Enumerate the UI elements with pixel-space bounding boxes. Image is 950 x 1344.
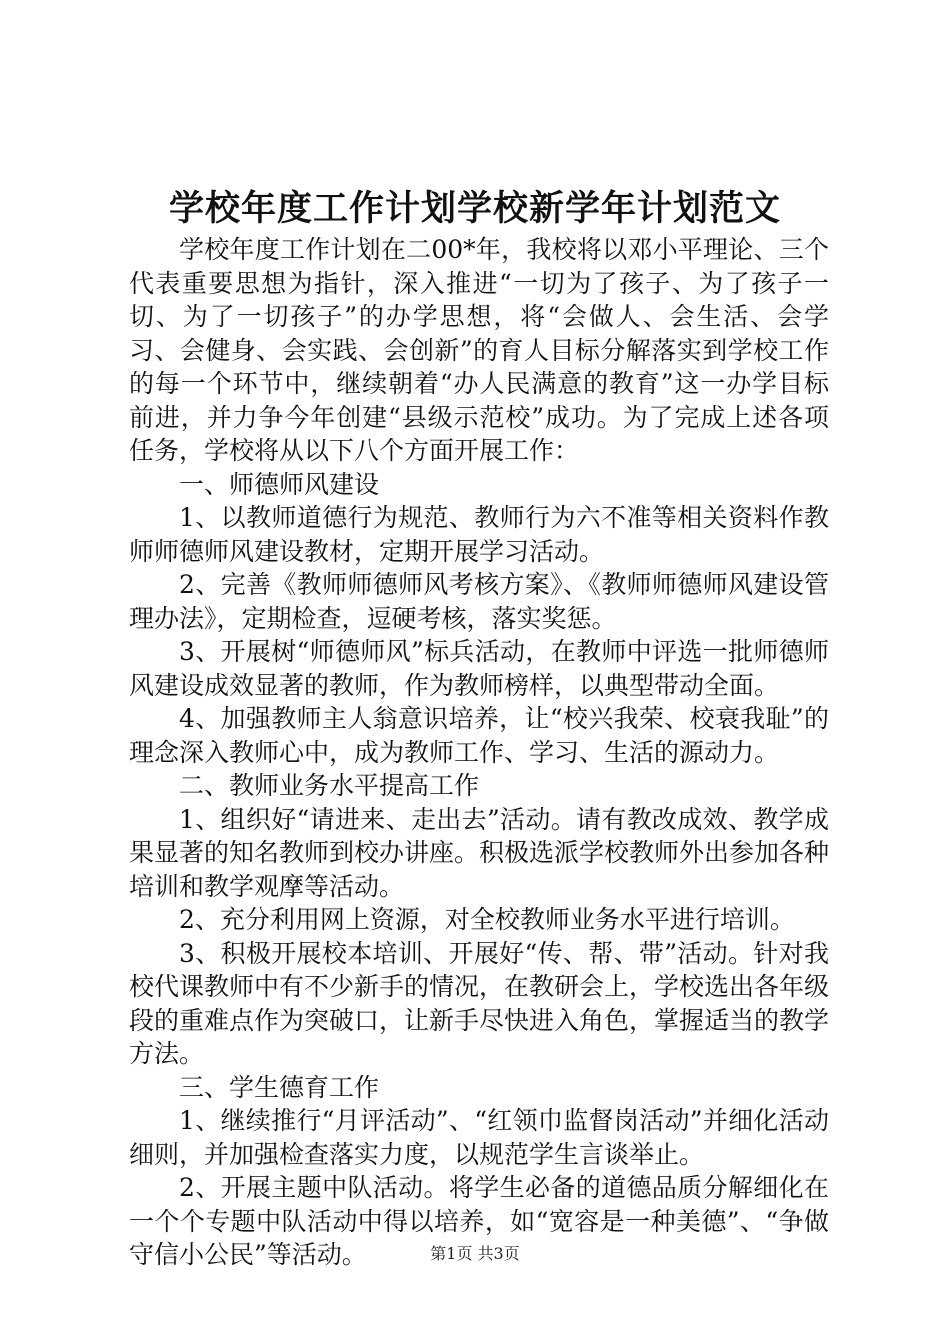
section-heading-2: 二、教师业务水平提高工作: [179, 771, 480, 800]
paragraph: 4、加强教师主人翁意识培养，让“校兴我荣、校衰我耻”的理念深入教师心中，成为教师工作、学习、生活的源动力。: [129, 704, 829, 767]
paragraph-intro: 学校年度工作计划在二00*年，我校将以邓小平理论、三个代表重要思想为指针，深入推进“一切为了孩子、为了孩子一切、为了一切孩子”的办学思想，将“会做人、会生活、会学习、会健身、会实践、会创新”的育人目标分解落实到学校工作的每一个环节中，继续朝着“办人民满意的教育”这一办学目标前进，并力争今年创建“县级示范校”成功。为了完成上述各项任务，学校将从以下八个方面开展工作：: [129, 235, 829, 465]
paragraph: 3、开展树“师德师风”标兵活动，在教师中评选一批师德师风建设成效显著的教师，作为教师榜样，以典型带动全面。: [129, 637, 829, 700]
page-footer: 第1页 共3页: [430, 1244, 520, 1263]
document-title: 学校年度工作计划学校新学年计划范文: [168, 188, 781, 229]
paragraph: 2、完善《教师师德师风考核方案》、《教师师德师风建设管理办法》，定期检查，逗硬考核，落实奖惩。: [129, 570, 829, 633]
paragraph: 2、充分利用网上资源，对全校教师业务水平进行培训。: [179, 905, 795, 934]
paragraph: 2、开展主题中队活动。将学生必备的道德品质分解细化在一个个专题中队活动中得以培养，如“宽容是一种美德”、“争做守信小公民”等活动。: [129, 1173, 829, 1269]
paragraph: 1、继续推行“月评活动”、“红领巾监督岗活动”并细化活动细则，并加强检查落实力度，以规范学生言谈举止。: [129, 1106, 829, 1169]
paragraph: 1、组织好“请进来、走出去”活动。请有教改成效、教学成果显著的知名教师到校办讲座。积极选派学校教师外出参加各种培训和教学观摩等活动。: [129, 804, 830, 901]
document-body: [129, 233, 829, 1272]
paragraph: 1、以教师道德行为规范、教师行为六不准等相关资料作教师师德师风建设教材，定期开展学习活动。: [129, 503, 829, 566]
section-heading-1: 一、师德师风建设: [179, 469, 380, 499]
section-heading-3: 三、学生德育工作: [179, 1072, 380, 1102]
paragraph: 3、积极开展校本培训、开展好“传、帮、带”活动。针对我校代课教师中有不少新手的情况，在教研会上，学校选出各年级段的重难点作为突破口，让新手尽快进入角色，掌握适当的教学方法。: [129, 938, 830, 1068]
